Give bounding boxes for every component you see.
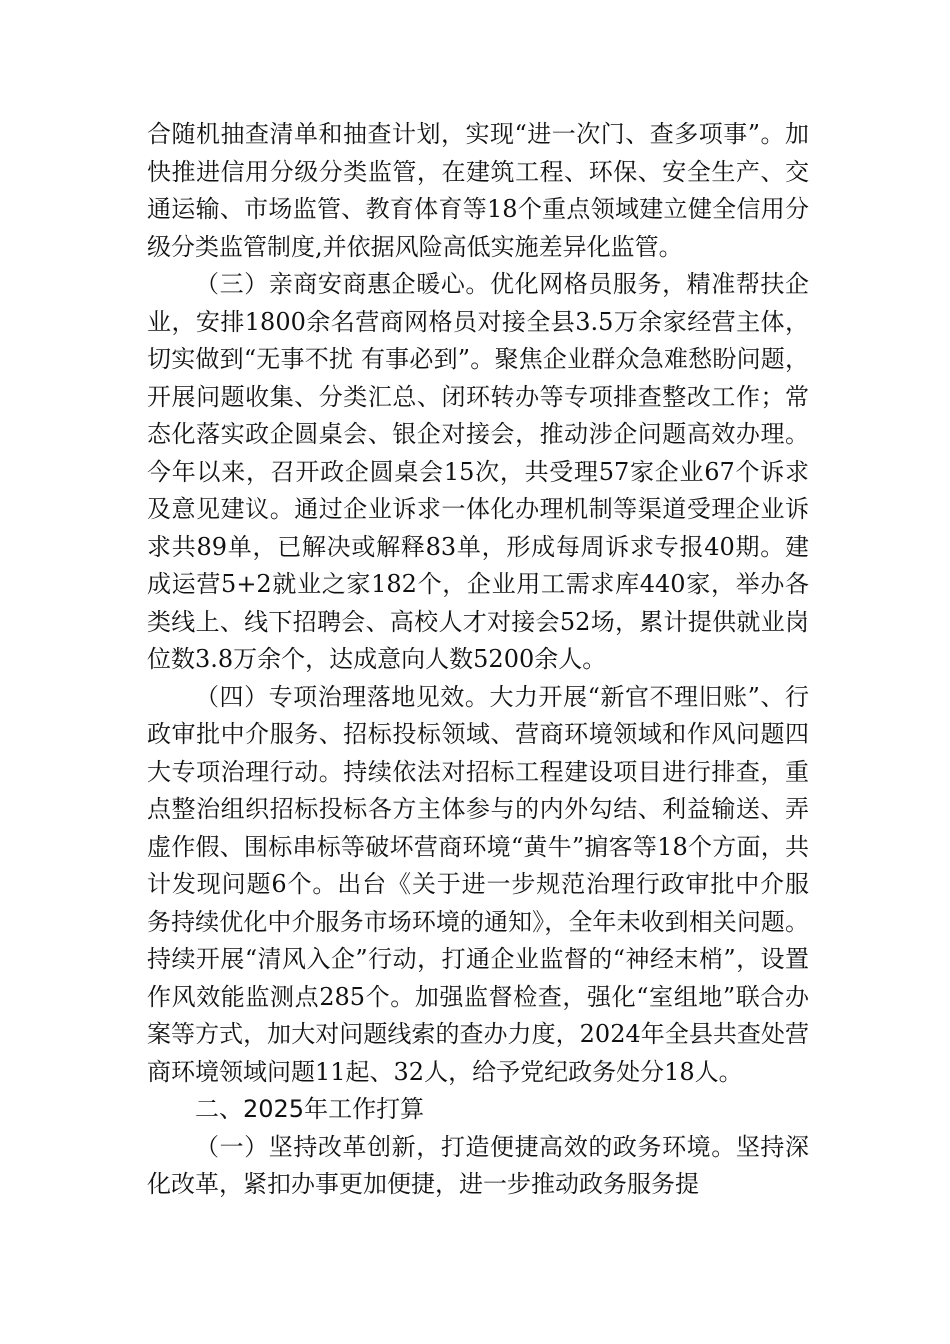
paragraph-lead-heading: （四）专项治理落地见效。 <box>195 682 490 711</box>
paragraph-section-4 <box>147 679 809 1092</box>
paragraph-body: 大力开展“新官不理旧账”、行政审批中介服务、招标投标领域、营商环境领域和作风问题四大专项治理行动。持续依法对招标工程建设项目进行排查，重点整治组织招标投标各方主体参与的内外勾结、利益输送、弄虚作假、围标串标等破坏营商环境“黄牛”掮客等18个方面，共计发现问题6个。出台《关于进一步规范治理行政审批中介服务持续优化中介服务市场环境的通知》，全年未收到相关问题。持续开展“清风入企”行动，打通企业监督的“神经末梢”，设置作风效能监测点285个。加强监督检查，强化“室组地”联合办案等方式，加大对问题线索的查办力度，2024年全县共查处营商环境领域问题11起、32人，给予党纪政务处分18人。 <box>147 682 810 1086</box>
paragraph-body: 优化网格员服务，精准帮扶企业，安排1800余名营商网格员对接全县3.5万余家经营主体，切实做到“无事不扰 有事必到”。聚焦企业群众急难愁盼问题，开展问题收集、分类汇总、闭环转办等专项排查整改工作；常态化落实政企圆桌会、银企对接会，推动涉企问题高效办理。今年以来，召开政企圆桌会15次，共受理57家企业67个诉求及意见建议。通过企业诉求一体化办理机制等渠道受理企业诉求共89单，已解决或解释83单，形成每周诉求专报40期。建成运营5+2就业之家182个，企业用工需求库440家，举办各类线上、线下招聘会、高校人才对接会52场，累计提供就业岗位数3.8万余个，达成意向人数5200余人。 <box>147 270 809 673</box>
paragraph-section-3 <box>147 266 809 679</box>
paragraph-lead-heading: （三）亲商安商惠企暖心。 <box>195 270 490 298</box>
paragraph-body: 坚持深化改革，紧扣办事更加便捷，进一步推动政务服务提 <box>147 1132 810 1198</box>
paragraph-body: 合随机抽查清单和抽查计划，实现“进一次门、查多项事”。加快推进信用分级分类监管，在建筑工程、环保、安全生产、交通运输、市场监管、教育体育等18个重点领域建立健全信用分级分类监管制度,并依据风险高低实施差异化监管。 <box>147 120 809 261</box>
paragraph-lead-heading: （一）坚持改革创新，打造便捷高效的政务环境。 <box>195 1132 736 1161</box>
paragraph-continuation <box>147 116 809 266</box>
paragraph-plan-1 <box>147 1129 809 1204</box>
section-heading: 二、2025年工作打算 <box>195 1095 425 1123</box>
document-page <box>147 116 809 1204</box>
